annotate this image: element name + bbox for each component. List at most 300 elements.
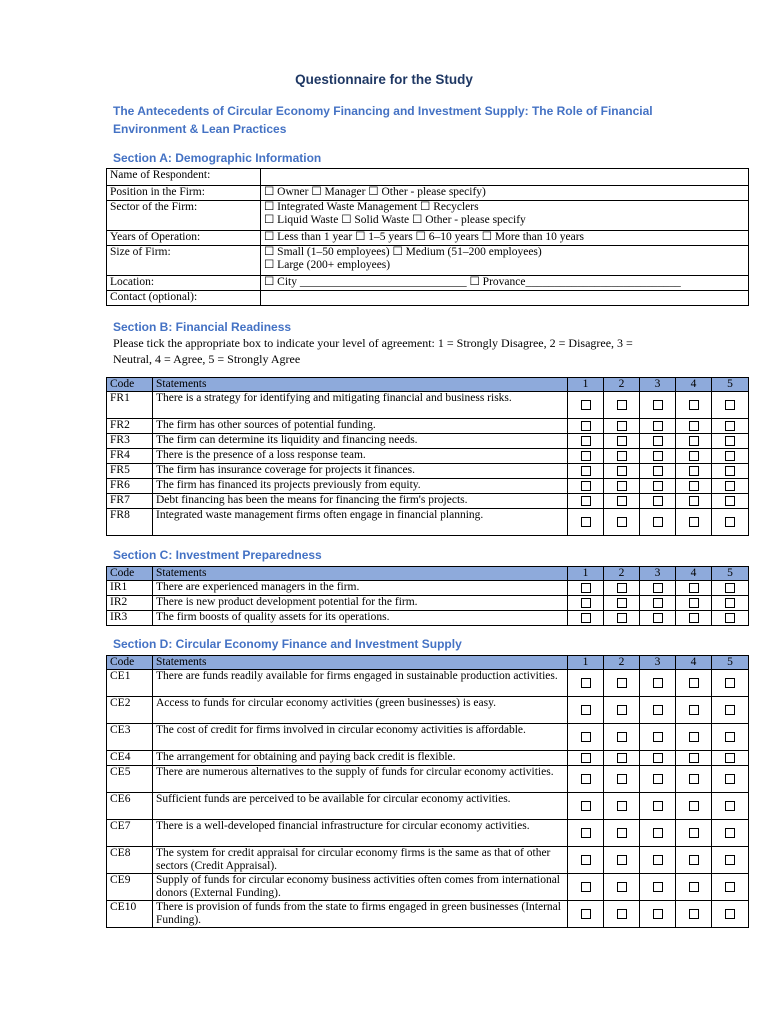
rating-checkbox[interactable] <box>725 496 735 506</box>
rating-checkbox[interactable] <box>653 678 663 688</box>
rating-cell-2 <box>604 494 640 509</box>
rating-checkbox[interactable] <box>617 855 627 865</box>
rating-checkbox[interactable] <box>617 705 627 715</box>
rating-cell-4 <box>676 611 712 626</box>
rating-cell-5 <box>712 392 749 419</box>
rating-cell-1 <box>568 874 604 901</box>
demographic-label: Sector of the Firm: <box>107 201 261 231</box>
rating-cell-3 <box>640 901 676 928</box>
rating-cell-3 <box>640 793 676 820</box>
code-header: Code <box>107 378 153 392</box>
statement-code: CE10 <box>107 901 153 928</box>
rating-cell-5 <box>712 670 749 697</box>
section-d-heading: Section D: Circular Economy Finance and Investment Supply <box>113 637 462 651</box>
rating-cell-4 <box>676 766 712 793</box>
rating-checkbox[interactable] <box>725 400 735 410</box>
rating-cell-5 <box>712 509 749 536</box>
rating-cell-5 <box>712 479 749 494</box>
rating-cell-3 <box>640 697 676 724</box>
rating-checkbox[interactable] <box>689 436 699 446</box>
rating-checkbox[interactable] <box>689 882 699 892</box>
statement-text: The firm has other sources of potential funding. <box>153 419 568 434</box>
demographic-options[interactable] <box>261 291 749 306</box>
rating-cell-3 <box>640 434 676 449</box>
section-b-heading: Section B: Financial Readiness <box>113 320 292 334</box>
scale-header-3: 3 <box>640 656 676 670</box>
demographic-label: Contact (optional): <box>107 291 261 306</box>
rating-cell-4 <box>676 464 712 479</box>
statement-text: The system for credit appraisal for circular economy firms is the same as that of other sectors (Credit Appraisal). <box>153 847 568 874</box>
statement-code: FR3 <box>107 434 153 449</box>
demographic-options[interactable]: ☐ Less than 1 year ☐ 1–5 years ☐ 6–10 years ☐ More than 10 years <box>261 231 749 246</box>
rating-checkbox[interactable] <box>725 613 735 623</box>
rating-checkbox[interactable] <box>689 400 699 410</box>
rating-cell-2 <box>604 670 640 697</box>
rating-cell-3 <box>640 724 676 751</box>
rating-checkbox[interactable] <box>725 421 735 431</box>
demographics-table <box>106 168 749 306</box>
rating-cell-5 <box>712 820 749 847</box>
demographic-row <box>107 186 749 201</box>
rating-checkbox[interactable] <box>725 801 735 811</box>
rating-checkbox[interactable] <box>617 481 627 491</box>
rating-cell-5 <box>712 901 749 928</box>
rating-checkbox[interactable] <box>653 753 663 763</box>
statement-code: CE7 <box>107 820 153 847</box>
statement-code: CE4 <box>107 751 153 766</box>
demographic-options[interactable] <box>261 169 749 186</box>
rating-checkbox[interactable] <box>581 828 591 838</box>
rating-cell-5 <box>712 494 749 509</box>
scale-header-2: 2 <box>604 656 640 670</box>
rating-checkbox[interactable] <box>725 451 735 461</box>
rating-checkbox[interactable] <box>653 400 663 410</box>
rating-checkbox[interactable] <box>617 909 627 919</box>
rating-checkbox[interactable] <box>653 451 663 461</box>
rating-cell-3 <box>640 874 676 901</box>
rating-cell-4 <box>676 670 712 697</box>
rating-checkbox[interactable] <box>725 598 735 608</box>
rating-cell-4 <box>676 901 712 928</box>
rating-checkbox[interactable] <box>725 583 735 593</box>
statement-row <box>107 901 749 928</box>
statement-row <box>107 494 749 509</box>
rating-checkbox[interactable] <box>581 421 591 431</box>
table-header-row <box>107 378 749 392</box>
rating-cell-2 <box>604 724 640 751</box>
rating-checkbox[interactable] <box>653 732 663 742</box>
scale-header-4: 4 <box>676 567 712 581</box>
statement-code: IR2 <box>107 596 153 611</box>
rating-checkbox[interactable] <box>581 583 591 593</box>
rating-cell-1 <box>568 434 604 449</box>
rating-checkbox[interactable] <box>725 466 735 476</box>
rating-cell-3 <box>640 464 676 479</box>
statement-code: FR8 <box>107 509 153 536</box>
statement-row <box>107 611 749 626</box>
rating-cell-2 <box>604 874 640 901</box>
statement-text: The cost of credit for firms involved in circular economy activities is affordable. <box>153 724 568 751</box>
rating-cell-3 <box>640 611 676 626</box>
statement-code: CE3 <box>107 724 153 751</box>
statement-code: IR1 <box>107 581 153 596</box>
statement-text: Debt financing has been the means for financing the firm's projects. <box>153 494 568 509</box>
rating-cell-1 <box>568 479 604 494</box>
rating-checkbox[interactable] <box>653 774 663 784</box>
document-title: Questionnaire for the Study <box>295 72 473 87</box>
rating-cell-4 <box>676 724 712 751</box>
rating-cell-1 <box>568 392 604 419</box>
scale-header-5: 5 <box>712 378 749 392</box>
rating-cell-1 <box>568 670 604 697</box>
statement-code: CE1 <box>107 670 153 697</box>
rating-checkbox[interactable] <box>653 909 663 919</box>
rating-checkbox[interactable] <box>689 496 699 506</box>
demographic-row <box>107 169 749 186</box>
rating-checkbox[interactable] <box>725 517 735 527</box>
rating-checkbox[interactable] <box>617 598 627 608</box>
rating-checkbox[interactable] <box>581 466 591 476</box>
rating-checkbox[interactable] <box>689 828 699 838</box>
rating-checkbox[interactable] <box>653 801 663 811</box>
rating-checkbox[interactable] <box>689 466 699 476</box>
rating-checkbox[interactable] <box>653 855 663 865</box>
scale-header-5: 5 <box>712 656 749 670</box>
rating-cell-3 <box>640 581 676 596</box>
rating-cell-3 <box>640 392 676 419</box>
code-header: Code <box>107 567 153 581</box>
rating-checkbox[interactable] <box>689 421 699 431</box>
demographic-row <box>107 276 749 291</box>
statement-code: FR1 <box>107 392 153 419</box>
statement-row <box>107 419 749 434</box>
rating-checkbox[interactable] <box>689 678 699 688</box>
scale-header-3: 3 <box>640 378 676 392</box>
statement-row <box>107 793 749 820</box>
rating-checkbox[interactable] <box>617 801 627 811</box>
rating-cell-5 <box>712 847 749 874</box>
rating-checkbox[interactable] <box>581 598 591 608</box>
statement-row <box>107 697 749 724</box>
statement-row <box>107 751 749 766</box>
rating-cell-2 <box>604 581 640 596</box>
statement-text: The firm can determine its liquidity and financing needs. <box>153 434 568 449</box>
rating-cell-4 <box>676 874 712 901</box>
rating-cell-5 <box>712 449 749 464</box>
statement-code: FR2 <box>107 419 153 434</box>
rating-cell-1 <box>568 509 604 536</box>
rating-cell-5 <box>712 751 749 766</box>
statement-row <box>107 847 749 874</box>
rating-checkbox[interactable] <box>653 705 663 715</box>
rating-checkbox[interactable] <box>617 882 627 892</box>
rating-cell-5 <box>712 874 749 901</box>
rating-checkbox[interactable] <box>689 451 699 461</box>
statement-text: There is a strategy for identifying and mitigating financial and business risks. <box>153 392 568 419</box>
scale-header-2: 2 <box>604 567 640 581</box>
rating-checkbox[interactable] <box>689 481 699 491</box>
table-header-row <box>107 567 749 581</box>
rating-checkbox[interactable] <box>653 496 663 506</box>
rating-checkbox[interactable] <box>581 481 591 491</box>
statement-code: FR7 <box>107 494 153 509</box>
rating-checkbox[interactable] <box>689 909 699 919</box>
demographic-label: Name of Respondent: <box>107 169 261 186</box>
rating-checkbox[interactable] <box>581 855 591 865</box>
statement-row <box>107 874 749 901</box>
scale-header-5: 5 <box>712 567 749 581</box>
rating-checkbox[interactable] <box>617 732 627 742</box>
rating-checkbox[interactable] <box>617 466 627 476</box>
rating-cell-2 <box>604 479 640 494</box>
rating-checkbox[interactable] <box>581 678 591 688</box>
rating-cell-5 <box>712 611 749 626</box>
rating-cell-5 <box>712 434 749 449</box>
rating-cell-2 <box>604 509 640 536</box>
rating-cell-4 <box>676 581 712 596</box>
ce-finance-table <box>106 655 749 928</box>
rating-checkbox[interactable] <box>581 801 591 811</box>
statement-row <box>107 724 749 751</box>
rating-checkbox[interactable] <box>653 517 663 527</box>
rating-cell-3 <box>640 670 676 697</box>
rating-checkbox[interactable] <box>581 882 591 892</box>
statement-code: FR6 <box>107 479 153 494</box>
rating-checkbox[interactable] <box>581 753 591 763</box>
rating-cell-4 <box>676 847 712 874</box>
rating-checkbox[interactable] <box>617 436 627 446</box>
rating-checkbox[interactable] <box>725 828 735 838</box>
rating-checkbox[interactable] <box>689 855 699 865</box>
rating-checkbox[interactable] <box>581 705 591 715</box>
rating-checkbox[interactable] <box>581 774 591 784</box>
demographic-row <box>107 231 749 246</box>
rating-cell-3 <box>640 766 676 793</box>
statement-text: There is a well-developed financial infrastructure for circular economy activities. <box>153 820 568 847</box>
rating-cell-4 <box>676 479 712 494</box>
statement-code: CE8 <box>107 847 153 874</box>
rating-checkbox[interactable] <box>617 613 627 623</box>
rating-checkbox[interactable] <box>617 451 627 461</box>
rating-checkbox[interactable] <box>581 732 591 742</box>
rating-cell-2 <box>604 766 640 793</box>
rating-cell-2 <box>604 751 640 766</box>
rating-checkbox[interactable] <box>725 909 735 919</box>
statement-code: CE9 <box>107 874 153 901</box>
rating-cell-2 <box>604 449 640 464</box>
statement-row <box>107 766 749 793</box>
rating-cell-1 <box>568 449 604 464</box>
rating-cell-1 <box>568 581 604 596</box>
rating-checkbox[interactable] <box>653 828 663 838</box>
rating-checkbox[interactable] <box>725 481 735 491</box>
rating-cell-2 <box>604 464 640 479</box>
rating-checkbox[interactable] <box>653 481 663 491</box>
statement-row <box>107 479 749 494</box>
rating-cell-3 <box>640 494 676 509</box>
statement-text: There is the presence of a loss response team. <box>153 449 568 464</box>
rating-checkbox[interactable] <box>617 828 627 838</box>
statements-header: Statements <box>153 378 568 392</box>
demographic-options[interactable]: ☐ Small (1–50 employees) ☐ Medium (51–200 employees) ☐ Large (200+ employees) <box>261 246 749 276</box>
rating-cell-1 <box>568 419 604 434</box>
statements-header: Statements <box>153 567 568 581</box>
rating-checkbox[interactable] <box>725 855 735 865</box>
statement-row <box>107 509 749 536</box>
rating-cell-3 <box>640 847 676 874</box>
demographic-options[interactable]: ☐ City _____________________________ ☐ Provance___________________________ <box>261 276 749 291</box>
statement-text: There is new product development potential for the firm. <box>153 596 568 611</box>
statement-text: The firm has financed its projects previously from equity. <box>153 479 568 494</box>
demographic-row <box>107 291 749 306</box>
rating-cell-1 <box>568 901 604 928</box>
statement-code: IR3 <box>107 611 153 626</box>
statement-row <box>107 434 749 449</box>
rating-cell-2 <box>604 820 640 847</box>
rating-cell-3 <box>640 479 676 494</box>
rating-cell-4 <box>676 392 712 419</box>
statement-row <box>107 820 749 847</box>
rating-checkbox[interactable] <box>689 583 699 593</box>
rating-cell-2 <box>604 901 640 928</box>
rating-cell-1 <box>568 847 604 874</box>
rating-cell-5 <box>712 419 749 434</box>
demographic-label: Years of Operation: <box>107 231 261 246</box>
statement-text: Integrated waste management firms often engage in financial planning. <box>153 509 568 536</box>
rating-cell-1 <box>568 697 604 724</box>
rating-checkbox[interactable] <box>689 705 699 715</box>
statement-row <box>107 581 749 596</box>
demographic-options[interactable]: ☐ Integrated Waste Management ☐ Recyclers ☐ Liquid Waste ☐ Solid Waste ☐ Other - please specify <box>261 201 749 231</box>
rating-checkbox[interactable] <box>653 598 663 608</box>
section-c-heading: Section C: Investment Preparedness <box>113 548 322 562</box>
rating-checkbox[interactable] <box>617 753 627 763</box>
scale-header-2: 2 <box>604 378 640 392</box>
rating-checkbox[interactable] <box>581 517 591 527</box>
rating-checkbox[interactable] <box>725 678 735 688</box>
statement-text: The firm has insurance coverage for projects it finances. <box>153 464 568 479</box>
rating-checkbox[interactable] <box>689 801 699 811</box>
investment-preparedness-table <box>106 566 749 626</box>
scale-header-1: 1 <box>568 378 604 392</box>
rating-cell-4 <box>676 751 712 766</box>
statement-row <box>107 392 749 419</box>
scale-header-4: 4 <box>676 378 712 392</box>
rating-checkbox[interactable] <box>581 613 591 623</box>
rating-checkbox[interactable] <box>725 774 735 784</box>
rating-checkbox[interactable] <box>653 421 663 431</box>
rating-cell-5 <box>712 766 749 793</box>
rating-cell-3 <box>640 509 676 536</box>
rating-checkbox[interactable] <box>617 678 627 688</box>
rating-checkbox[interactable] <box>617 421 627 431</box>
rating-cell-4 <box>676 434 712 449</box>
rating-checkbox[interactable] <box>653 613 663 623</box>
rating-cell-3 <box>640 596 676 611</box>
rating-cell-5 <box>712 724 749 751</box>
rating-cell-5 <box>712 581 749 596</box>
rating-cell-3 <box>640 419 676 434</box>
rating-checkbox[interactable] <box>689 517 699 527</box>
table-header-row <box>107 656 749 670</box>
statement-text: There are experienced managers in the firm. <box>153 581 568 596</box>
statement-text: The arrangement for obtaining and paying back credit is flexible. <box>153 751 568 766</box>
statement-code: CE6 <box>107 793 153 820</box>
statement-text: Sufficient funds are perceived to be available for circular economy activities. <box>153 793 568 820</box>
statement-text: There are numerous alternatives to the supply of funds for circular economy activities. <box>153 766 568 793</box>
rating-cell-1 <box>568 611 604 626</box>
rating-instructions: Please tick the appropriate box to indicate your level of agreement: 1 = Strongly Disagree, 2 = Disagree, 3 = Neutral, 4 = Agree, 5 = Strongly Agree <box>113 336 633 366</box>
rating-checkbox[interactable] <box>689 753 699 763</box>
rating-cell-3 <box>640 449 676 464</box>
rating-cell-2 <box>604 611 640 626</box>
statements-header: Statements <box>153 656 568 670</box>
scale-header-4: 4 <box>676 656 712 670</box>
rating-checkbox[interactable] <box>689 732 699 742</box>
rating-checkbox[interactable] <box>581 451 591 461</box>
scale-header-1: 1 <box>568 656 604 670</box>
rating-checkbox[interactable] <box>617 496 627 506</box>
rating-cell-1 <box>568 596 604 611</box>
statement-code: FR5 <box>107 464 153 479</box>
rating-checkbox[interactable] <box>653 583 663 593</box>
rating-checkbox[interactable] <box>725 732 735 742</box>
rating-checkbox[interactable] <box>725 436 735 446</box>
statement-text: Supply of funds for circular economy business activities often comes from international donors (External Funding). <box>153 874 568 901</box>
rating-checkbox[interactable] <box>653 882 663 892</box>
demographic-label: Size of Firm: <box>107 246 261 276</box>
rating-checkbox[interactable] <box>689 613 699 623</box>
rating-cell-4 <box>676 509 712 536</box>
statement-code: CE5 <box>107 766 153 793</box>
rating-cell-4 <box>676 449 712 464</box>
rating-checkbox[interactable] <box>617 583 627 593</box>
statement-row <box>107 596 749 611</box>
rating-checkbox[interactable] <box>689 598 699 608</box>
statement-row <box>107 464 749 479</box>
scale-header-3: 3 <box>640 567 676 581</box>
rating-cell-2 <box>604 392 640 419</box>
rating-cell-1 <box>568 793 604 820</box>
rating-checkbox[interactable] <box>725 705 735 715</box>
statement-text: The firm boosts of quality assets for its operations. <box>153 611 568 626</box>
rating-cell-1 <box>568 820 604 847</box>
rating-cell-1 <box>568 751 604 766</box>
financial-readiness-table <box>106 377 749 536</box>
rating-checkbox[interactable] <box>653 466 663 476</box>
rating-checkbox[interactable] <box>581 909 591 919</box>
statement-code: FR4 <box>107 449 153 464</box>
rating-checkbox[interactable] <box>581 400 591 410</box>
demographic-options[interactable]: ☐ Owner ☐ Manager ☐ Other - please specify) <box>261 186 749 201</box>
rating-checkbox[interactable] <box>581 496 591 506</box>
rating-checkbox[interactable] <box>581 436 591 446</box>
rating-checkbox[interactable] <box>725 753 735 763</box>
rating-cell-4 <box>676 697 712 724</box>
rating-checkbox[interactable] <box>725 882 735 892</box>
rating-cell-2 <box>604 419 640 434</box>
rating-cell-4 <box>676 494 712 509</box>
demographic-row <box>107 201 749 231</box>
rating-checkbox[interactable] <box>653 436 663 446</box>
rating-checkbox[interactable] <box>617 400 627 410</box>
rating-checkbox[interactable] <box>617 517 627 527</box>
document-subtitle: The Antecedents of Circular Economy Financing and Investment Supply: The Role of Financial Environment & Lean Practices <box>113 104 653 136</box>
rating-cell-1 <box>568 724 604 751</box>
rating-checkbox[interactable] <box>689 774 699 784</box>
rating-checkbox[interactable] <box>617 774 627 784</box>
rating-cell-2 <box>604 434 640 449</box>
